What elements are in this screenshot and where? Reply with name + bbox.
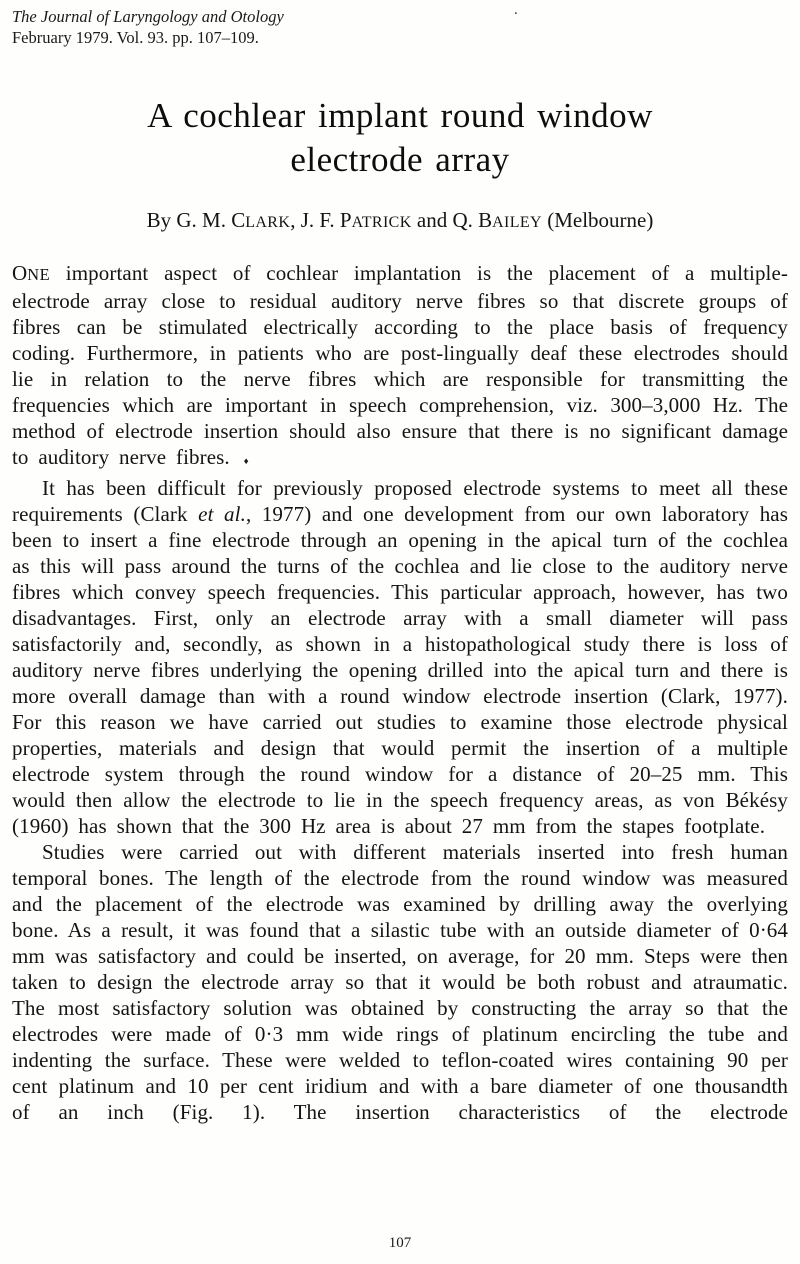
article-title-line-2: electrode array [290, 140, 510, 179]
article-title [12, 94, 788, 182]
ink-blot-mark: ♦ [243, 456, 249, 467]
paragraph-2: It has been difficult for previously proposed electrode systems to meet all these requirements (Clark et al., 1977) and one development from our own laboratory has been to insert a fine electrode through an opening in the apical turn of the cochlea as this will pass around the turns of the cochlea and lie close to the auditory nerve fibres which convey speech frequencies. This particular approach, however, has two disadvantages. First, only an electrode array with a small diameter will pass satisfactorily and, secondly, as shown in a histopathological study there is loss of auditory nerve fibres underlying the opening drilled into the apical turn and there is more overall damage than with a round window electrode insertion (Clark, 1977). For this reason we have carried out studies to examine those electrode physical properties, materials and design that would permit the insertion of a multiple electrode system through the round window for a distance of 20–25 mm. This would then allow the electrode to lie in the speech frequency areas, as von Békésy (1960) has shown that the 300 Hz area is about 27 mm from the stapes footplate. [12, 475, 788, 838]
paragraph-1: ONE important aspect of cochlear implantation is the placement of a multiple-electrode array close to residual auditory nerve fibres so that discrete groups of fibres can be stimulated electrically according to the place basis of frequency coding. Furthermore, in patients who are post-lingually deaf these electrodes should lie in relation to the nerve fibres which are responsible for transmitting the frequencies which are important in speech comprehension, viz. 300–3,000 Hz. The method of electrode insertion should also ensure that there is no significant damage to auditory nerve fibres. ♦ [12, 261, 788, 469]
journal-issue-line: February 1979. Vol. 93. pp. 107–109. [12, 28, 259, 47]
journal-masthead [12, 6, 788, 48]
journal-name: The Journal of Laryngology and Otology [12, 7, 284, 26]
article-byline: By G. M. CLARK, J. F. PATRICK and Q. BAILEY (Melbourne) [146, 208, 654, 232]
paragraph-3: Studies were carried out with different materials inserted into fresh human temporal bones. The length of the electrode from the round window was measured and the placement of the electrode was examined by drilling away the overlying bone. As a result, it was found that a silastic tube with an outside diameter of 0·64 mm was satisfactory and could be inserted, on average, for 20 mm. Steps were then taken to design the electrode array so that it would be both robust and atraumatic. The most satisfactory solution was obtained by constructing the array so that the electrodes were made of 0·3 mm wide rings of platinum encircling the tube and indenting the surface. These were welded to teflon-coated wires containing 90 per cent platinum and 10 per cent iridium and with a bare diameter of one thousandth of an inch (Fig. 1). The insertion characteristics of the electrode [12, 839, 788, 1124]
page-number: 107 [388, 1235, 412, 1251]
article-title-line-1: A cochlear implant round window [147, 96, 653, 135]
article-body [12, 260, 788, 1125]
stray-dot-artifact: . [514, 2, 518, 18]
